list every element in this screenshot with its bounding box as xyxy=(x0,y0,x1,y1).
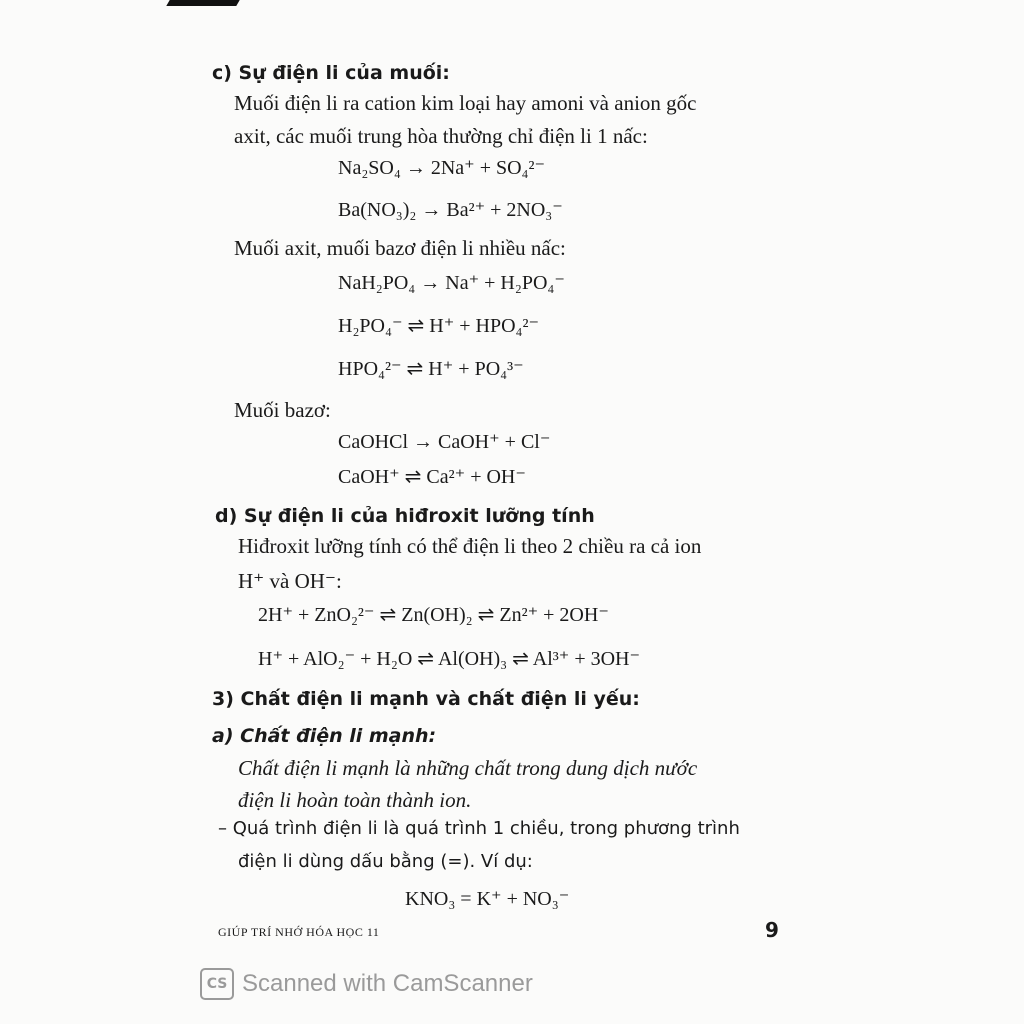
equation-7-text: CaOH⁺ ⇌ Ca²⁺ + OH⁻ xyxy=(338,466,526,488)
heading-3: 3) Chất điện li mạnh và chất điện li yếu: xyxy=(212,688,640,710)
heading-d: d) Sự điện li của hiđroxit lưỡng tính xyxy=(215,505,595,527)
heading-3a: a) Chất điện li mạnh: xyxy=(212,725,437,747)
equation-9-text: H⁺ + AlO₂⁻ + H₂O ⇌ Al(OH)₃ ⇌ Al³⁺ + 3OH⁻ xyxy=(258,648,641,670)
definition-line2: điện li hoàn toàn thành ion. xyxy=(238,788,472,812)
equation-2-text: Ba(NO₃)₂ → Ba²⁺ + 2NO₃⁻ xyxy=(338,199,563,221)
equation-4 xyxy=(338,313,539,338)
bullet-line1: – Quá trình điện li là quá trình 1 chiều, trong phương trình xyxy=(218,818,740,839)
equation-6 xyxy=(338,429,550,454)
heading-c: c) Sự điện li của muối: xyxy=(212,62,450,84)
equation-5-text: HPO₄²⁻ ⇌ H⁺ + PO₄³⁻ xyxy=(338,358,524,380)
scan-edge-shadow xyxy=(166,0,239,6)
equation-5 xyxy=(338,356,524,381)
definition-line1: Chất điện li mạnh là những chất trong dung dịch nước xyxy=(238,756,698,780)
paragraph-c-line2: axit, các muối trung hòa thường chỉ điện li 1 nấc: xyxy=(234,124,648,148)
running-footer: GIÚP TRÍ NHỚ HÓA HỌC 11 xyxy=(218,925,380,939)
equation-1-text: Na₂SO₄ → 2Na⁺ + SO₄²⁻ xyxy=(338,157,546,179)
camscanner-logo-icon: CS xyxy=(200,968,234,1000)
equation-2 xyxy=(338,197,563,222)
equation-3 xyxy=(338,270,565,295)
equation-8 xyxy=(258,602,609,627)
label-basic-salts: Muối bazơ: xyxy=(234,398,331,422)
paragraph-c-line1: Muối điện li ra cation kim loại hay amoni và anion gốc xyxy=(234,91,697,115)
page-number: 9 xyxy=(765,918,779,942)
equation-8-text: 2H⁺ + ZnO₂²⁻ ⇌ Zn(OH)₂ ⇌ Zn²⁺ + 2OH⁻ xyxy=(258,604,609,626)
paragraph-d-line1: Hiđroxit lưỡng tính có thể điện li theo 2 chiều ra cả ion xyxy=(238,534,702,558)
equation-9 xyxy=(258,646,640,671)
equation-6-text: CaOHCl → CaOH⁺ + Cl⁻ xyxy=(338,431,551,453)
equation-7 xyxy=(338,464,526,489)
equation-3-text: NaH₂PO₄ → Na⁺ + H₂PO₄⁻ xyxy=(338,272,565,294)
camscanner-watermark xyxy=(200,968,533,1000)
camscanner-text: Scanned with CamScanner xyxy=(242,970,533,997)
paragraph-d-line2: H⁺ và OH⁻: xyxy=(238,569,342,593)
label-acid-basic-salts: Muối axit, muối bazơ điện li nhiều nấc: xyxy=(234,236,566,260)
equation-1 xyxy=(338,155,545,180)
equation-4-text: H₂PO₄⁻ ⇌ H⁺ + HPO₄²⁻ xyxy=(338,315,540,337)
bullet-line2: điện li dùng dấu bằng (=). Ví dụ: xyxy=(238,851,533,872)
equation-10-text: KNO₃ = K⁺ + NO₃⁻ xyxy=(405,888,570,910)
equation-10 xyxy=(405,886,569,911)
